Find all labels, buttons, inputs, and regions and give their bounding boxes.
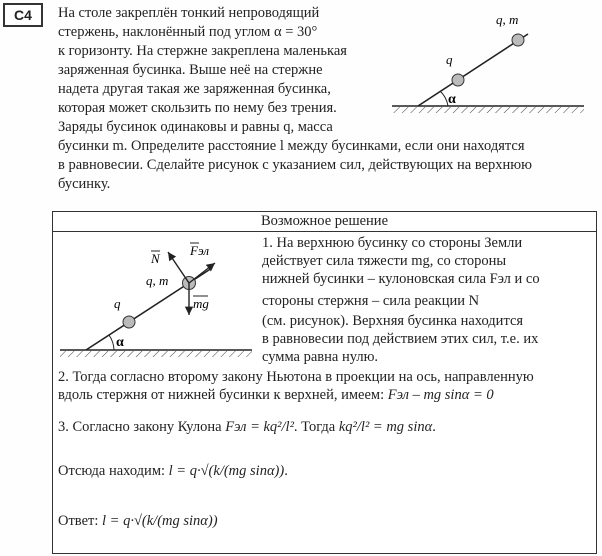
solution-figure	[56, 233, 256, 365]
step2-line	[58, 386, 494, 404]
task-line: бусинку.	[58, 176, 111, 192]
coulomb-formula: Fэл = kq²/l²	[225, 419, 294, 435]
result-formula: l = q·√(k/(mg sinα))	[168, 463, 285, 479]
task-line: надета другая такая же заряженная бусинка,	[58, 81, 331, 97]
task-line: бусинки m. Определите расстояние l между бусинками, если они находятся	[58, 138, 525, 154]
answer-formula: l = q·√(k/(mg sinα))	[102, 513, 218, 529]
answer-text: Ответ:	[58, 513, 99, 529]
step1-line: сумма равна нулю.	[262, 349, 379, 365]
bead-top-label: q, m	[146, 273, 169, 288]
step1-line: нижней бусинки – кулоновская сила Fэл и со	[262, 271, 540, 287]
bead-bottom	[452, 74, 464, 86]
task-line: На столе закреплён тонкий непроводящий	[58, 5, 320, 21]
bead-bottom	[123, 316, 135, 328]
bead-top	[512, 34, 524, 46]
answer-line	[58, 512, 218, 530]
force-N-arrow	[168, 252, 189, 283]
angle-arc	[109, 335, 114, 350]
task-line: которая может скользить по нему без трения.	[58, 100, 337, 116]
task-line: к горизонту. На стержне закреплена маленькая	[58, 43, 347, 59]
step3-then: Тогда	[301, 419, 336, 435]
rod	[418, 34, 528, 106]
step1-line: в равновесии под действием этих сил, т.е. их	[262, 331, 539, 347]
step1-line: действует сила тяжести mg, со стороны	[262, 253, 507, 269]
step2-line: 2. Тогда согласно второму закону Ньютона в проекции на ось, направленную	[58, 369, 534, 385]
step1-line: стороны стержня – сила реакции N	[262, 293, 480, 309]
force-Fel-arrow	[189, 263, 215, 283]
step3-line: 3. Согласно закону Кулона Fэл = kq²/l². Тогда kq²/l² = mg sinα.	[58, 419, 436, 435]
table-hatching	[60, 351, 252, 357]
bead-top-label: q, m	[496, 12, 519, 27]
step4-line: Отсюда находим: l = q·√(k/(mg sinα)).	[58, 463, 288, 479]
task-line: заряженная бусинка. Выше неё на стержне	[58, 62, 323, 78]
solution-title: Возможное решение	[52, 211, 597, 232]
task-label: C4	[3, 3, 43, 27]
angle-arc	[440, 91, 448, 106]
task-line: Заряды бусинок одинаковы и равны q, масса	[58, 119, 333, 135]
step2-text: вдоль стержня от нижней бусинки к верхней, имеем:	[58, 387, 385, 403]
step1-line: (см. рисунок). Верхняя бусинка находится	[262, 313, 524, 329]
step3-text: 3. Согласно закону Кулона	[58, 419, 222, 435]
force-N-label: N	[151, 251, 160, 266]
angle-label: α	[116, 335, 124, 350]
table-hatching	[392, 107, 584, 113]
task-figure	[388, 8, 588, 118]
step4-text: Отсюда находим:	[58, 463, 166, 479]
equilibrium-formula: kq²/l² = mg sinα	[338, 419, 433, 435]
step2-equation: Fэл – mg sinα = 0	[387, 387, 494, 403]
angle-label: α	[448, 92, 456, 107]
step1-line: 1. На верхнюю бусинку со стороны Земли	[262, 235, 523, 251]
force-mg-label: mg	[193, 296, 209, 311]
task-line: в равновесии. Сделайте рисунок с указанием сил, действующих на верхнюю	[58, 157, 532, 173]
bead-bottom-label: q	[114, 296, 121, 311]
bead-bottom-label: q	[446, 52, 453, 67]
task-line: стержень, наклонённый под углом α = 30°	[58, 24, 318, 40]
force-Fel-label: Fэл	[190, 243, 210, 258]
